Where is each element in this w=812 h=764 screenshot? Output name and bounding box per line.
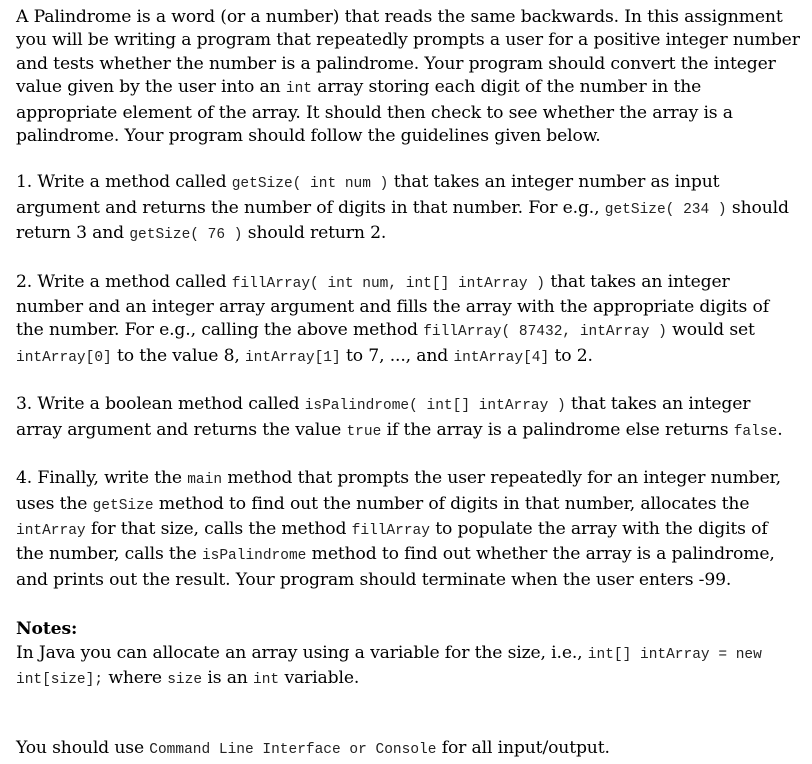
item4-text-1: 4. Finally, write the <box>16 468 188 489</box>
item2-text-2: that takes an integer number and an integer array argument and fills the array with the appropriate digits of the number. For e.g., calling the above method <box>16 271 769 341</box>
item-4-main <box>16 467 800 592</box>
item2-code-index-4: intArray[4] <box>453 349 550 366</box>
footer-code-console: Command Line Interface or Console <box>149 742 437 759</box>
item1-code-signature: getSize( int num ) <box>231 176 389 193</box>
item3-code-signature: isPalindrome( int[] intArray ) <box>304 398 566 415</box>
notes-text-1: In Java you can allocate an array using a variable for the size, i.e., <box>16 642 588 663</box>
item1-text-2: that takes an integer number as input argument and returns the number of digits in that number. For e.g., <box>16 172 720 218</box>
item-2-fillarray <box>16 271 800 371</box>
intro-text-2: array storing each digit of the number in the appropriate element of the array. It should then check to see whether the array is a palindrome. Your program should follow the guidelines given below. <box>16 77 733 147</box>
item2-text-6: to 2. <box>549 345 593 366</box>
item3-text-3: if the array is a palindrome else returns <box>381 419 734 440</box>
item4-code-getsize: getSize <box>92 497 154 514</box>
intro-code-int: int <box>285 81 312 98</box>
notes-paragraph <box>16 642 800 693</box>
item-1-getsize <box>16 171 800 247</box>
item4-text-5: to populate the array with the digits of the number, calls the <box>16 518 768 565</box>
item2-text-5: to 7, ..., and <box>340 345 454 366</box>
item3-text-1: 3. Write a boolean method called <box>16 394 305 415</box>
io-instruction <box>16 737 800 762</box>
notes-text-2: where <box>103 667 168 688</box>
footer-text-1: You should use <box>16 738 150 759</box>
notes-heading: Notes: <box>16 619 78 640</box>
item1-code-example-1: getSize( 234 ) <box>604 201 727 218</box>
item-3-ispalindrome <box>16 393 800 444</box>
intro-paragraph <box>16 6 800 148</box>
item2-code-index-0: intArray[0] <box>16 349 112 366</box>
notes-text-4: variable. <box>279 667 360 688</box>
item4-text-6: method to find out whether the array is a palindrome, and prints out the result. Your program should terminate when the user enters -99. <box>16 544 775 590</box>
item2-text-3: would set <box>666 320 755 341</box>
item4-text-4: for that size, calls the method <box>85 518 352 539</box>
item2-code-index-1: intArray[1] <box>244 349 341 366</box>
notes-text-3: is an <box>202 667 254 688</box>
item4-code-intarray: intArray <box>16 522 86 539</box>
item4-code-ispalindrome: isPalindrome <box>201 548 307 565</box>
item2-text-4: to the value 8, <box>111 345 245 366</box>
item3-text-4: . <box>777 419 783 440</box>
item3-code-false: false <box>733 423 778 440</box>
notes-code-size: size <box>167 671 203 688</box>
item1-text-3: should return 3 and <box>16 197 789 244</box>
footer-text-2: for all input/output. <box>436 738 610 759</box>
item1-code-example-2: getSize( 76 ) <box>129 227 243 244</box>
item4-code-fillarray: fillArray <box>351 522 430 539</box>
item3-code-true: true <box>346 423 382 440</box>
item1-text-4: should return 2. <box>242 223 387 244</box>
notes-code-int: int <box>253 671 280 688</box>
item3-text-2: that takes an integer array argument and returns the value <box>16 394 751 440</box>
item4-text-2: method that prompts the user repeatedly for an integer number, uses the <box>16 468 781 514</box>
item2-text-1: 2. Write a method called <box>16 271 232 292</box>
item2-code-example: fillArray( 87432, intArray ) <box>423 324 667 341</box>
item1-text-1: 1. Write a method called <box>16 172 232 193</box>
item2-code-signature: fillArray( int num, int[] intArray ) <box>231 275 545 292</box>
intro-text-1: A Palindrome is a word (or a number) that reads the same backwards. In this assignment you will be writing a program that repeatedly prompts a user for a positive integer number and tests whether the number is a palindrome. Your program should convert the integer value given by the user into an <box>16 7 800 98</box>
item4-text-3: method to find out the number of digits in that number, allocates the <box>153 493 750 514</box>
notes-code-allocation: int[] intArray = new int[size]; <box>16 646 762 688</box>
item4-code-main: main <box>187 472 223 489</box>
